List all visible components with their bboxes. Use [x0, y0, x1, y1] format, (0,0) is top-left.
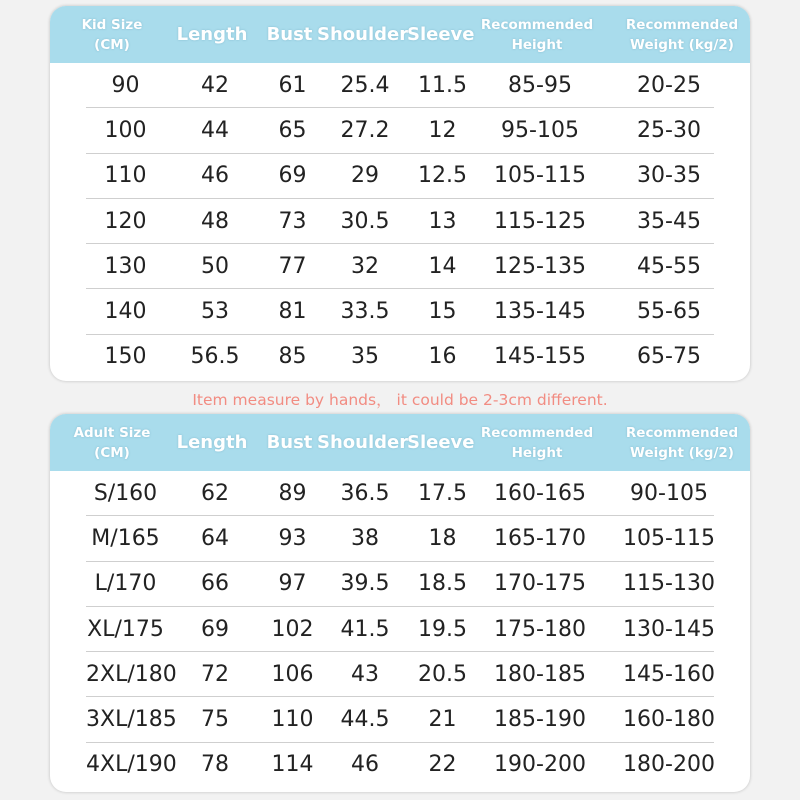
adult-cell-recommended-weight: 115-130	[623, 571, 715, 597]
adult-cell-sleeve: 18.5	[418, 571, 467, 597]
kid-size-table	[50, 6, 750, 381]
adult-cell-shoulder: 41.5	[340, 616, 390, 642]
kid-header-size: Kid Size (CM)	[81, 16, 143, 53]
adult-cell-size: L/170	[94, 571, 157, 597]
adult-cell-size: 4XL/190	[86, 752, 177, 778]
adult-cell-recommended-weight: 160-180	[623, 707, 715, 733]
adult-cell-length: 72	[201, 661, 229, 687]
adult-cell-recommended-weight: 105-115	[623, 525, 715, 551]
adult-size-table	[50, 414, 750, 792]
adult-cell-shoulder: 38	[351, 525, 379, 551]
kid-cell-bust: 69	[278, 163, 307, 189]
adult-header-sleeve: Sleeve	[407, 432, 475, 453]
adult-cell-bust: 89	[278, 480, 307, 506]
table-row	[86, 63, 714, 108]
adult-cell-shoulder: 39.5	[340, 571, 390, 597]
kid-cell-shoulder: 29	[351, 163, 379, 189]
table-row	[86, 743, 714, 787]
adult-cell-shoulder: 44.5	[340, 707, 390, 733]
adult-header-size: Adult Size (CM)	[73, 424, 151, 461]
table-row	[86, 108, 714, 153]
kid-cell-size: 100	[104, 117, 147, 143]
adult-cell-recommended-height: 175-180	[494, 616, 586, 642]
table-row	[86, 652, 714, 697]
kid-cell-sleeve: 12.5	[418, 163, 467, 189]
adult-cell-length: 62	[201, 480, 229, 506]
kid-header-shoulder: Shoulder	[317, 24, 409, 45]
kid-cell-shoulder: 27.2	[340, 117, 390, 143]
kid-header-recommended-weight: Recommended Weight (kg/2)	[625, 16, 739, 53]
kid-header-length: Length	[176, 24, 248, 45]
adult-cell-size: M/165	[91, 525, 160, 551]
kid-cell-size: 130	[104, 253, 147, 279]
kid-cell-bust: 81	[278, 299, 307, 325]
kid-cell-bust: 85	[278, 344, 307, 370]
kid-cell-shoulder: 30.5	[340, 208, 390, 234]
table-row	[86, 697, 714, 742]
adult-table-header	[50, 414, 750, 471]
kid-cell-recommended-weight: 25-30	[637, 117, 701, 143]
kid-cell-recommended-weight: 35-45	[637, 208, 701, 234]
kid-cell-recommended-weight: 45-55	[637, 253, 701, 279]
kid-cell-length: 56.5	[190, 344, 240, 370]
kid-cell-recommended-height: 125-135	[494, 253, 586, 279]
kid-cell-shoulder: 32	[351, 253, 379, 279]
kid-cell-size: 140	[104, 299, 147, 325]
kid-cell-recommended-height: 115-125	[494, 208, 586, 234]
adult-cell-recommended-height: 170-175	[494, 571, 586, 597]
kid-cell-length: 42	[201, 72, 229, 98]
adult-cell-size: XL/175	[87, 616, 164, 642]
adult-cell-length: 78	[201, 752, 229, 778]
kid-cell-shoulder: 33.5	[340, 299, 390, 325]
measurement-note: Item measure by hands， it could be 2-3cm different.	[192, 391, 608, 409]
adult-cell-shoulder: 46	[351, 752, 379, 778]
kid-cell-sleeve: 16	[428, 344, 457, 370]
kid-cell-size: 110	[104, 163, 147, 189]
kid-cell-recommended-height: 135-145	[494, 299, 586, 325]
kid-cell-sleeve: 13	[428, 208, 457, 234]
adult-cell-recommended-height: 190-200	[494, 752, 586, 778]
kid-cell-shoulder: 35	[351, 344, 379, 370]
adult-cell-size: 3XL/185	[86, 707, 177, 733]
kid-cell-sleeve: 14	[428, 253, 457, 279]
kid-cell-recommended-weight: 30-35	[637, 163, 701, 189]
table-row	[86, 607, 714, 652]
kid-cell-length: 46	[201, 163, 229, 189]
kid-cell-sleeve: 12	[428, 117, 457, 143]
adult-cell-length: 69	[201, 616, 229, 642]
adult-cell-sleeve: 19.5	[418, 616, 467, 642]
adult-cell-bust: 106	[271, 661, 314, 687]
kid-header-sleeve: Sleeve	[407, 24, 475, 45]
kid-cell-size: 120	[104, 208, 147, 234]
adult-cell-sleeve: 20.5	[418, 661, 467, 687]
adult-header-recommended-weight: Recommended Weight (kg/2)	[625, 424, 739, 461]
kid-table-body	[50, 63, 750, 379]
kid-cell-bust: 61	[278, 72, 307, 98]
kid-cell-recommended-weight: 55-65	[637, 299, 701, 325]
kid-header-bust: Bust	[266, 24, 313, 45]
adult-cell-bust: 110	[271, 707, 314, 733]
adult-cell-recommended-height: 160-165	[494, 480, 586, 506]
adult-cell-bust: 114	[271, 752, 314, 778]
adult-cell-recommended-weight: 145-160	[623, 661, 715, 687]
adult-cell-length: 64	[201, 525, 229, 551]
adult-cell-bust: 97	[278, 571, 307, 597]
table-row	[86, 244, 714, 289]
adult-cell-length: 75	[201, 707, 229, 733]
table-row	[86, 471, 714, 516]
adult-cell-recommended-height: 165-170	[494, 525, 586, 551]
kid-cell-sleeve: 15	[428, 299, 457, 325]
adult-cell-sleeve: 17.5	[418, 480, 467, 506]
kid-cell-bust: 77	[278, 253, 307, 279]
adult-cell-size: S/160	[93, 480, 158, 506]
adult-header-length: Length	[176, 432, 248, 453]
adult-cell-recommended-weight: 180-200	[623, 752, 715, 778]
kid-cell-shoulder: 25.4	[340, 72, 390, 98]
kid-cell-bust: 65	[278, 117, 307, 143]
kid-header-recommended-height: Recommended Height	[480, 16, 594, 53]
kid-cell-recommended-height: 95-105	[501, 117, 579, 143]
kid-cell-bust: 73	[278, 208, 307, 234]
adult-cell-length: 66	[201, 571, 229, 597]
adult-cell-shoulder: 43	[351, 661, 379, 687]
kid-cell-sleeve: 11.5	[418, 72, 467, 98]
table-row	[86, 516, 714, 561]
kid-cell-recommended-weight: 65-75	[637, 344, 701, 370]
adult-cell-shoulder: 36.5	[340, 480, 390, 506]
kid-cell-recommended-height: 145-155	[494, 344, 586, 370]
table-row	[86, 199, 714, 244]
kid-cell-length: 50	[201, 253, 229, 279]
adult-header-recommended-height: Recommended Height	[480, 424, 594, 461]
adult-cell-sleeve: 22	[428, 752, 457, 778]
table-row	[86, 562, 714, 607]
kid-cell-recommended-height: 105-115	[494, 163, 586, 189]
adult-table-body	[50, 471, 750, 787]
adult-cell-recommended-height: 180-185	[494, 661, 586, 687]
kid-cell-length: 53	[201, 299, 229, 325]
adult-header-bust: Bust	[266, 432, 313, 453]
adult-cell-recommended-weight: 130-145	[623, 616, 715, 642]
adult-header-shoulder: Shoulder	[317, 432, 409, 453]
kid-cell-size: 150	[104, 344, 147, 370]
table-row	[86, 154, 714, 199]
kid-cell-recommended-height: 85-95	[508, 72, 572, 98]
kid-cell-length: 44	[201, 117, 229, 143]
adult-cell-size: 2XL/180	[86, 661, 177, 687]
adult-cell-recommended-weight: 90-105	[630, 480, 708, 506]
adult-cell-bust: 93	[278, 525, 307, 551]
adult-cell-recommended-height: 185-190	[494, 707, 586, 733]
kid-table-header	[50, 6, 750, 63]
table-row	[86, 335, 714, 379]
adult-cell-sleeve: 21	[428, 707, 457, 733]
adult-cell-bust: 102	[271, 616, 314, 642]
kid-cell-size: 90	[111, 72, 140, 98]
kid-cell-length: 48	[201, 208, 229, 234]
table-row	[86, 289, 714, 334]
kid-cell-recommended-weight: 20-25	[637, 72, 701, 98]
adult-cell-sleeve: 18	[428, 525, 457, 551]
